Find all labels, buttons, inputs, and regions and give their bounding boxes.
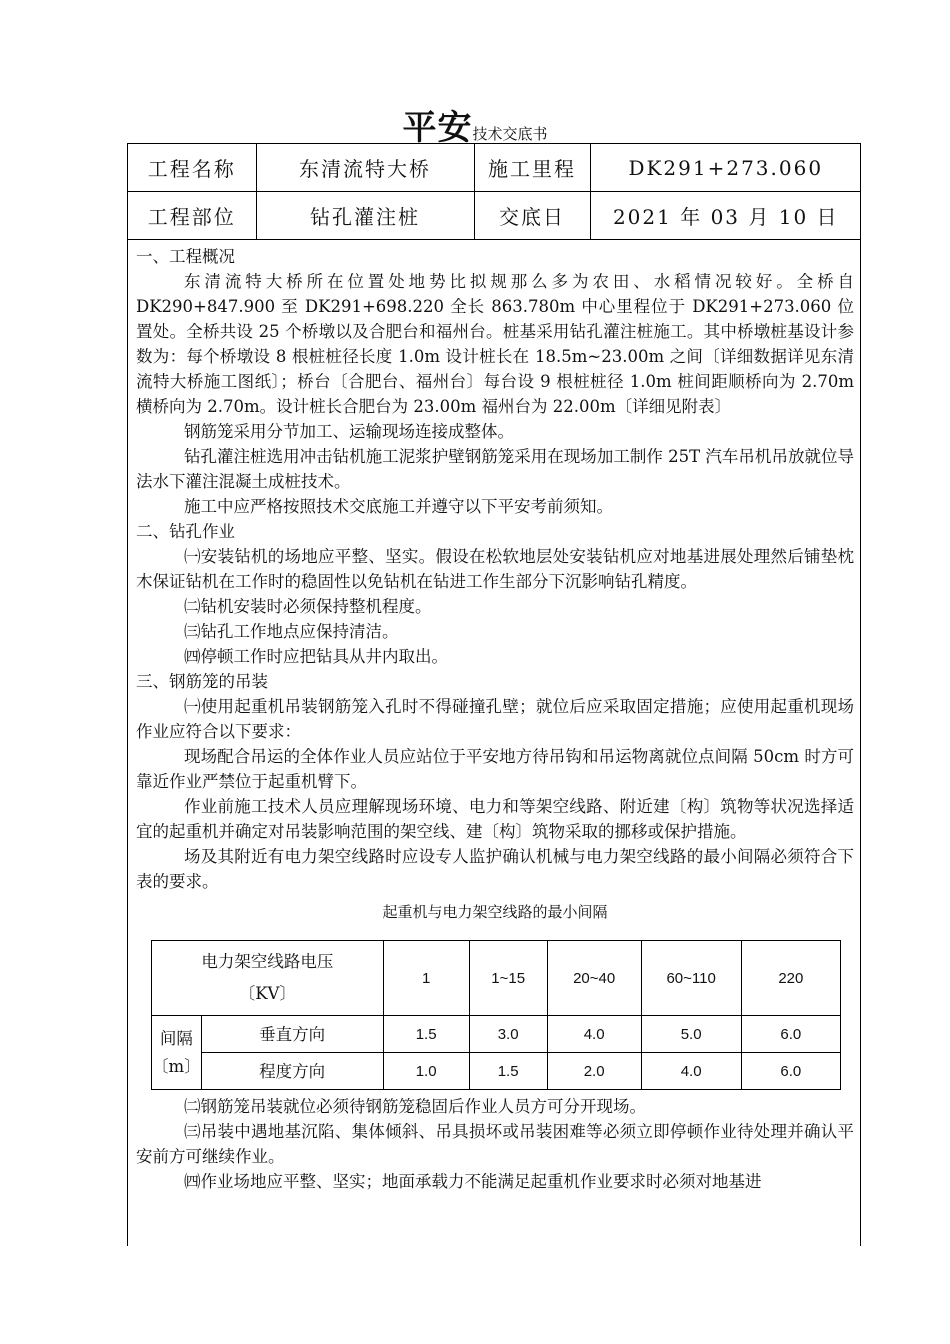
document-frame [127,143,861,1246]
paragraph: ㈣作业场地应平整、坚实；地面承载力不能满足起重机作业要求时必须对地基进 [184,1172,762,1191]
paragraph: 东清流特大桥所在位置处地势比拟规那么多为农田、水稻情况较好。全桥自DK290+847.900 至 DK291+698.220 全长 863.780m 中心里程位于 DK291+273.060 位置处。全桥共设 25 个桥墩以及合肥台和福州台。桩基采用钻孔灌注桩施工。其中桥墩桩基设计参数为：每个桥墩设 8 根桩桩径长度 1.0m 设计桩长在 18.5m~23.00m 之间〔详细数据详见东清流特大桥施工图纸〕；桥台〔合肥台、福州台〕每台设 9 根桩桩径 1.0m 桩间距顺桥向为 2.70m 横桥向为 2.70m。设计桩长合肥台为 23.00m 福州台为 22.00m〔详细见附表〕 [136,272,854,416]
title-sub: 技术交底书 [472,125,548,143]
horizontal-value: 1.5 [469,1053,547,1090]
project-part-value: 钻孔灌注桩 [256,192,474,240]
horizontal-value: 4.0 [641,1053,741,1090]
paragraph: 钢筋笼采用分节加工、运输现场连接成整体。 [184,422,514,441]
paragraph: 施工中应严格按照技术交底施工并遵守以下平安考前须知。 [184,497,613,516]
section-heading: 一、工程概况 [136,247,235,266]
paragraph: 钻孔灌注桩选用冲击钻机施工泥浆护壁钢筋笼采用在现场加工制作 25T 汽车吊机吊放就位导法水下灌注混凝土成桩技术。 [136,447,854,491]
date-label: 交底日 [474,192,590,240]
voltage-value: 60~110 [641,941,741,1016]
paragraph: ㈡钢筋笼吊装就位必须待钢筋笼稳固后作业人员方可分开现场。 [184,1097,646,1116]
voltage-value: 1~15 [469,941,547,1016]
document-title [0,100,950,149]
horizontal-label: 程度方向 [201,1053,383,1090]
paragraph: ㈡钻机安装时必须保持整机程度。 [184,597,432,616]
paragraph: ㈠使用起重机吊装钢筋笼入孔时不得碰撞孔壁；就位后应采取固定措施；应使用起重机现场作业应符合以下要求： [136,697,854,741]
horizontal-value: 2.0 [547,1053,641,1090]
project-part-label: 工程部位 [128,192,256,240]
voltage-value: 20~40 [547,941,641,1016]
vertical-value: 5.0 [641,1016,741,1053]
paragraph: ㈢钻孔工作地点应保持清洁。 [184,622,399,641]
paragraph: 场及其附近有电力架空线路时应设专人监护确认机械与电力架空线路的最小间隔必须符合下表的要求。 [136,847,854,891]
document-body [136,244,854,1194]
vertical-value: 4.0 [547,1016,641,1053]
horizontal-value: 1.0 [383,1053,469,1090]
vertical-value: 3.0 [469,1016,547,1053]
section-heading: 三、钢筋笼的吊装 [136,672,268,691]
date-value: 2021 年 03 月 10 日 [590,192,861,240]
paragraph: ㈠安装钻机的场地应平整、坚实。假设在松软地层处安装钻机应对地基进展处理然后铺垫枕木保证钻机在工作时的稳固性以免钻机在钻进工作生部分下沉影响钻孔精度。 [136,547,854,591]
voltage-value: 1 [383,941,469,1016]
mileage-label: 施工里程 [474,144,590,192]
vertical-label: 垂直方向 [201,1016,383,1053]
paragraph: 作业前施工技术人员应理解现场环境、电力和等架空线路、附近建〔构〕筑物等状况选择适宜的起重机并确定对吊装影响范围的架空线、建〔构〕筑物采取的挪移或保护措施。 [136,797,854,841]
header-table [128,144,861,240]
project-name-value: 东清流特大桥 [256,144,474,192]
clearance-table [151,940,841,1090]
voltage-value: 220 [741,941,840,1016]
paragraph: ㈢吊装中遇地基沉陷、集体倾斜、吊具损坏或吊装困难等必须立即停顿作业待处理并确认平安前方可继续作业。 [136,1122,854,1166]
horizontal-value: 6.0 [741,1053,840,1090]
title-main: 平安 [402,108,473,148]
paragraph: ㈣停顿工作时应把钻具从井内取出。 [184,647,448,666]
project-name-label: 工程名称 [128,144,256,192]
vertical-value: 1.5 [383,1016,469,1053]
paragraph: 现场配合吊运的全体作业人员应站位于平安地方待吊钩和吊运物离就位点间隔 50cm 时方可靠近作业严禁位于起重机臂下。 [136,747,854,791]
vertical-value: 6.0 [741,1016,840,1053]
mileage-value: DK291+273.060 [590,144,861,192]
table-caption: 起重机与电力架空线路的最小间隔 [382,903,608,921]
voltage-label: 电力架空线路电压 〔KV〕 [152,941,384,1016]
gap-label: 间隔 〔m〕 [152,1016,202,1090]
section-heading: 二、钻孔作业 [136,522,235,541]
